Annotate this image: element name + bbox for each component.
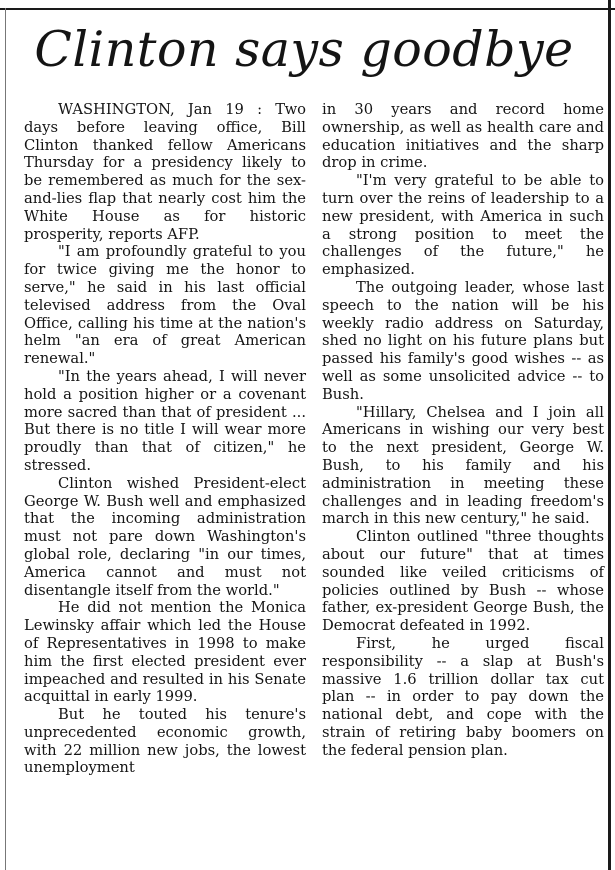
article-column-left [24, 101, 306, 777]
article-paragraph: Clinton outlined "three thoughts about our future" that at times sounded like veiled criticisms of policies outlined by Bush -- whose father, ex-president George Bush, the Democrat defeated in 1992. [322, 528, 604, 635]
top-border-rule [0, 8, 615, 10]
article-paragraph: WASHINGTON, Jan 19 : Two days before leaving office, Bill Clinton thanked fellow Americans Thursday for a presidency likely to be remembered as much for the sex-and-lies flap that nearly cost him the White House as for historic prosperity, reports AFP. [24, 101, 306, 243]
article-paragraph: "In the years ahead, I will never hold a position higher or a covenant more sacred than that of president ... But there is no title I will wear more proudly than that of citizen," he stressed. [24, 367, 306, 474]
article-paragraph: "I'm very grateful to be able to turn over the reins of leadership to a new president, with America in such a strong position to meet the challenges of the future," he emphasized. [322, 172, 604, 279]
article-paragraph: "Hillary, Chelsea and I join all Americans in wishing our very best to the next president, George W. Bush, to his family and his administration in meeting these challenges and in leading freedom's march in this new century," he said. [322, 403, 604, 528]
right-border-rule [608, 0, 611, 870]
article-paragraph: The outgoing leader, whose last speech to the nation will be his weekly radio address on Saturday, shed no light on his future plans but passed his family's good wishes -- as well as some unsolicited advice -- to Bush. [322, 278, 604, 403]
article-paragraph: First, he urged fiscal responsibility -- a slap at Bush's massive 1.6 trillion dollar tax cut plan -- in order to pay down the national debt, and cope with the strain of retiring baby boomers on the federal pension plan. [322, 634, 604, 759]
article-paragraph-continued: in 30 years and record home ownership, as well as health care and education initiatives and the sharp drop in crime. [322, 101, 604, 172]
article-paragraph: Clinton wished President-elect George W. Bush well and emphasized that the incoming administration must not pare down Washington's global role, declaring "in our times, America cannot and must not disentangle itself from the world." [24, 474, 306, 599]
article-paragraph: He did not mention the Monica Lewinsky affair which led the House of Representatives in 1998 to make him the first elected president ever impeached and resulted in his Senate acquittal in early 1999. [24, 599, 306, 706]
article-column-right [322, 101, 604, 759]
article-paragraph: But he touted his tenure's unprecedented economic growth, with 22 million new jobs, the lowest unemployment [24, 706, 306, 777]
headline: Clinton says goodbye [34, 21, 574, 78]
left-border-rule [5, 8, 6, 870]
article-paragraph: "I am profoundly grateful to you for twice giving me the honor to serve," he said in his last official televised address from the Oval Office, calling his time at the nation's helm "an era of great American renewal." [24, 243, 306, 368]
